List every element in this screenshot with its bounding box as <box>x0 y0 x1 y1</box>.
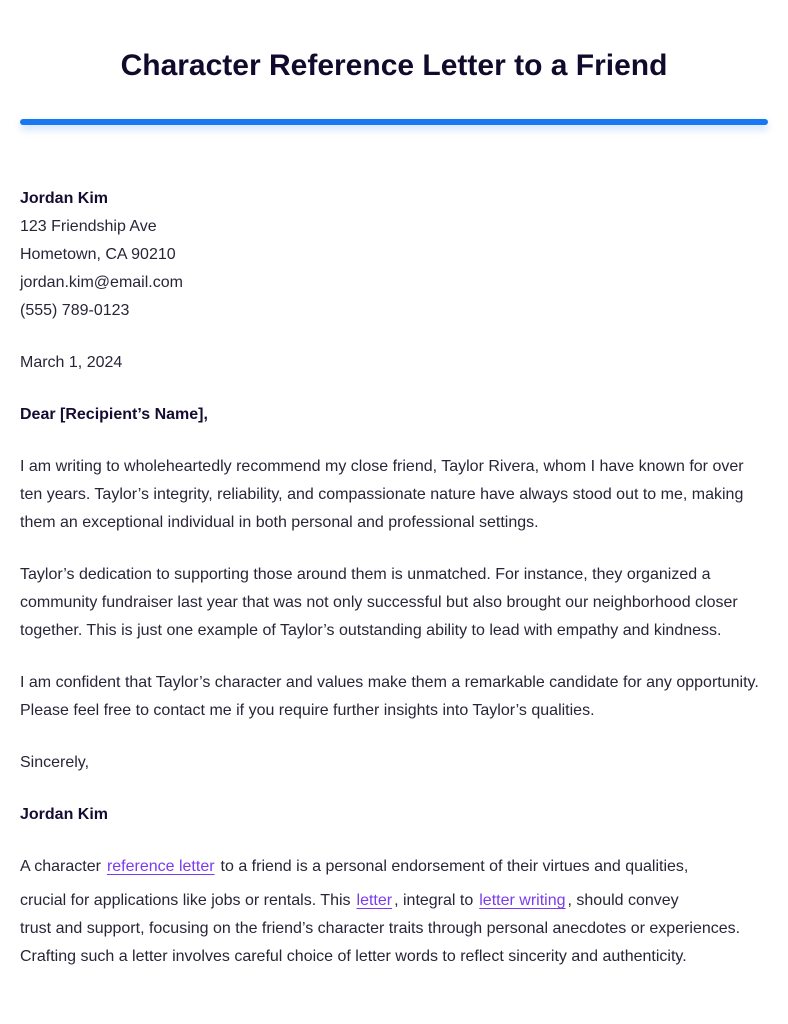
letter-body <box>20 185 768 971</box>
sender-city: Hometown, CA 90210 <box>20 246 176 263</box>
page-title: Character Reference Letter to a Friend <box>120 49 668 82</box>
signature: Jordan Kim <box>20 806 109 823</box>
summary-line-1 <box>20 853 768 885</box>
summary-text-5: , should convey <box>567 892 679 909</box>
body-paragraph-2: Taylor’s dedication to supporting those around them is unmatched. For instance, they organized a community fundraiser last year that was not only successful but also brought our neighborhood closer together. This is just one example of Taylor’s outstanding ability to lead with empathy and kindness. <box>20 566 738 639</box>
summary-line-2 <box>20 885 768 915</box>
body-paragraph-1: I am writing to wholeheartedly recommend my close friend, Taylor Rivera, whom I have known for over ten years. Taylor’s integrity, reliability, and compassionate nature have always stood out to me, making them an exceptional individual in both personal and professional settings. <box>20 458 744 531</box>
title-divider <box>20 119 768 125</box>
sender-address-block <box>20 185 768 325</box>
sender-email: jordan.kim@email.com <box>20 274 183 291</box>
sender-phone: (555) 789-0123 <box>20 302 130 319</box>
letter-link[interactable]: letter <box>356 892 393 909</box>
sender-name: Jordan Kim <box>20 190 109 207</box>
sender-street: 123 Friendship Ave <box>20 218 157 235</box>
summary-text-4: , integral to <box>394 892 474 909</box>
summary-text-6: trust and support, focusing on the friend’s character traits through personal anecdotes or experiences. Crafting such a letter involves careful choice of letter words to reflect sincerity and authenticity. <box>20 920 741 965</box>
body-paragraph-3: I am confident that Taylor’s character and values make them a remarkable candidate for any opportunity. Please feel free to contact me if you require further insights into Taylor’s qualities. <box>20 674 759 719</box>
summary-text-3: crucial for applications like jobs or rentals. This <box>20 892 351 909</box>
salutation: Dear [Recipient’s Name], <box>20 406 208 423</box>
summary-text-2: to a friend is a personal endorsement of their virtues and qualities, <box>220 858 689 875</box>
closing: Sincerely, <box>20 754 90 771</box>
summary-text-1: A character <box>20 858 101 875</box>
letter-writing-link[interactable]: letter writing <box>479 892 566 909</box>
letter-date: March 1, 2024 <box>20 354 123 371</box>
summary-paragraph <box>20 853 768 971</box>
reference-letter-link[interactable]: reference letter <box>106 858 215 875</box>
